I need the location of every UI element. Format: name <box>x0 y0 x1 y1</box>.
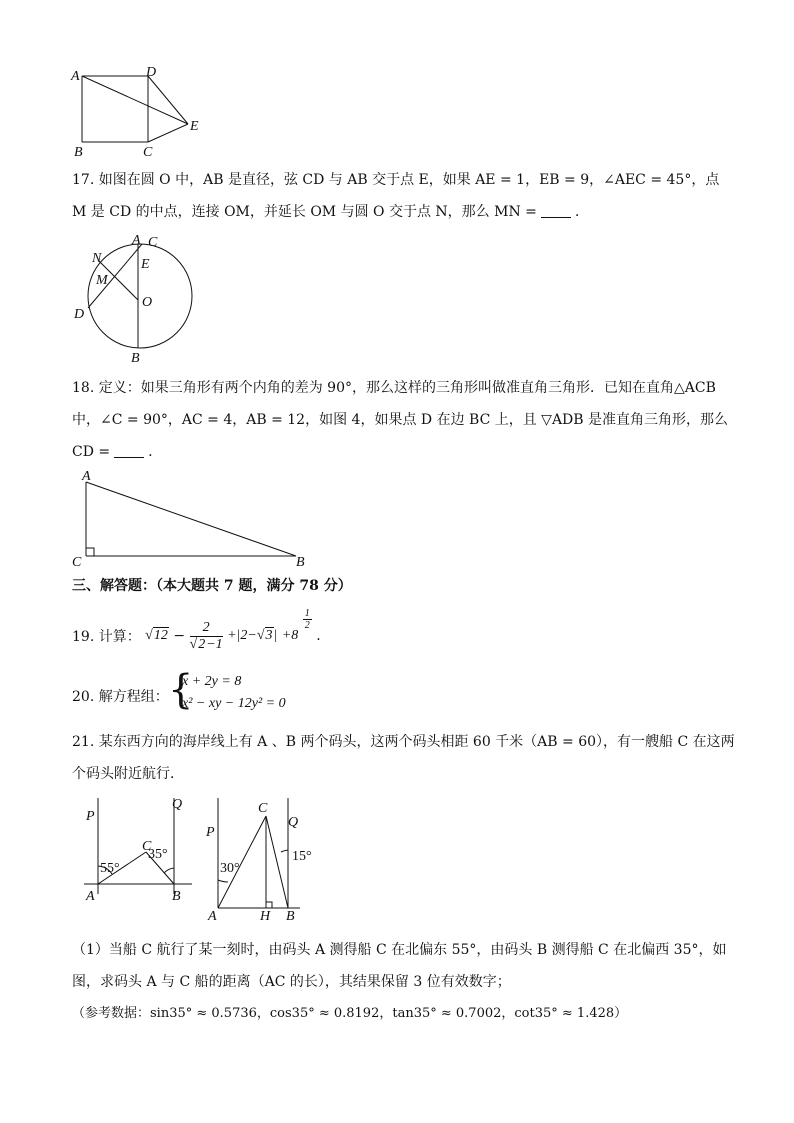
label-a: A <box>86 889 95 904</box>
q18-period: . <box>148 444 153 460</box>
q20-prefix: 20. 解方程组： <box>72 689 169 705</box>
label-e: E <box>141 257 150 272</box>
label-c: C <box>142 839 152 854</box>
q18-line3-text: CD = <box>72 444 111 460</box>
q18-line2: 中，∠C = 90°，AC = 4，AB = 12，如图 4，如果点 D 在边 BC 上，且 ▽ADB 是准直角三角形，那么 <box>72 412 729 428</box>
q19-fraction: $\frac{2}{√2-1}$ <box>189 619 223 652</box>
q17-line2 <box>72 202 732 222</box>
label-q: Q <box>172 797 183 812</box>
figure-circle-o <box>70 232 210 372</box>
q21-1-line1: （1）当船 C 航行了某一刻时，由码头 A 测得船 C 在北偏东 55°，由码头 B 测得船 C 在北偏西 35°，如 <box>72 942 727 958</box>
section-title: 三、解答题：（本大题共 7 题，满分 78 分） <box>72 578 352 594</box>
q21-1-reference-data: （参考数据：sin35° ≈ 0.5736，cos35° ≈ 0.8192，tan35° ≈ 0.7002，cot35° ≈ 1.428） <box>72 1006 628 1021</box>
q21-1-line2: 图，求码头 A 与 C 船的距离（AC 的长），其结果保留 3 位有效数字； <box>72 974 511 990</box>
q19-end: . <box>316 628 321 644</box>
q21-line1: 21. 某东西方向的海岸线上有 A 、B 两个码头，这两个码头相距 60 千米（AB = 60），有一艘船 C 在这两 <box>72 734 735 750</box>
label-p: P <box>206 825 215 840</box>
q19-sqrt12: 12 <box>153 628 168 643</box>
label-c: C <box>148 235 158 250</box>
q19-prefix: 19. 计算： <box>72 629 141 645</box>
label-b: B <box>172 889 181 904</box>
label-d: D <box>74 307 85 322</box>
figure-right-triangle <box>70 470 320 570</box>
label-d: D <box>146 65 157 80</box>
figure-square-abcd <box>70 64 210 160</box>
label-e: E <box>190 119 199 134</box>
label-m: M <box>96 273 108 288</box>
answer-blank <box>114 443 144 458</box>
q19-abs-open: |2− <box>236 628 257 643</box>
q19-exponent: $\frac{1}{2}$ <box>304 608 310 631</box>
figure-harbor-2 <box>200 796 330 926</box>
angle-30: 30° <box>220 861 240 876</box>
label-o: O <box>142 295 153 310</box>
q20-eq2: x² − xy − 12y² = 0 <box>182 696 286 711</box>
q17-period: . <box>574 204 580 220</box>
q17-line2-text: M 是 CD 的中点，连接 OM，并延长 OM 与圆 O 交于点 N，那么 MN = <box>72 204 537 220</box>
answer-blank <box>541 203 571 218</box>
q19-formula: 19. 计算： √12 − $\frac{2}{√2-1}$ +|2−√3| +8 $\frac{1}{2}$ . <box>72 608 321 652</box>
label-a: A <box>71 69 80 84</box>
label-n: N <box>92 251 102 266</box>
q20-eq1: x + 2y = 8 <box>182 674 242 689</box>
label-a: A <box>82 469 91 484</box>
label-b: B <box>74 145 83 160</box>
label-b: B <box>286 909 295 924</box>
q17-line1: 17. 如图在圆 O 中，AB 是直径，弦 CD 与 AB 交于点 E，如果 AE = 1，EB = 9，∠AEC = 45°，点 <box>72 172 720 188</box>
q21-line2: 个码头附近航行． <box>72 766 184 782</box>
label-b: B <box>131 351 140 366</box>
label-c: C <box>258 801 268 816</box>
q18-line3 <box>72 442 732 462</box>
label-a: A <box>132 233 141 248</box>
label-q: Q <box>288 815 299 830</box>
label-b: B <box>296 555 305 570</box>
brace-icon: { <box>168 667 194 713</box>
q18-line1: 18. 定义：如果三角形有两个内角的差为 90°，那么这样的三角形叫做准直角三角形．已知在直角△ACB <box>72 380 716 396</box>
figure-harbor-1 <box>80 796 200 906</box>
q19-sqrt3: 3 <box>265 628 273 643</box>
label-h: H <box>260 909 271 924</box>
label-c: C <box>72 555 82 570</box>
angle-35: 35° <box>148 847 168 862</box>
q19-minus: − <box>173 628 186 644</box>
label-a: A <box>208 909 217 924</box>
q19-abs-close: | <box>273 628 278 643</box>
angle-15: 15° <box>292 849 312 864</box>
q19-plus8: +8 <box>281 628 299 643</box>
angle-55: 55° <box>100 861 120 876</box>
label-c: C <box>143 145 153 160</box>
label-p: P <box>86 809 95 824</box>
